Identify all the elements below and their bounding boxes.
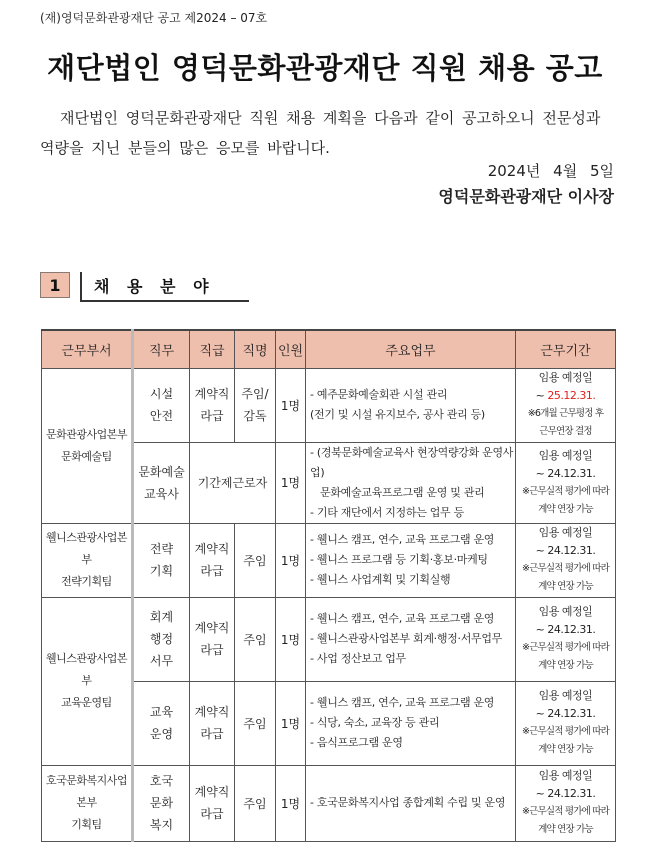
dept-name: 웰니스관광사업본부 [45, 652, 127, 687]
job-line: 시설 [149, 387, 174, 401]
duties-cell [306, 368, 516, 442]
col-header-grade: 직급 [190, 330, 235, 368]
dept-cell [42, 597, 133, 765]
duties-cell [306, 681, 516, 765]
title-cell: 주임 [235, 597, 276, 681]
period-end-date: 25.12.31. [547, 389, 596, 402]
period-cell [516, 765, 616, 841]
grade-line: 계약직 [194, 785, 230, 799]
grade-cell [190, 523, 235, 597]
count-cell: 1명 [276, 681, 306, 765]
team-name: 교육운영팀 [61, 696, 112, 709]
col-header-job: 직무 [133, 330, 190, 368]
grade-title-merged-cell: 기간제근로자 [190, 442, 276, 523]
period-note: 계약 연장 가능 [538, 824, 593, 835]
title-line: 주임/ [241, 387, 269, 401]
period-start: 임용 예정일 [538, 769, 593, 782]
count-cell: 1명 [276, 597, 306, 681]
title-cell: 주임 [235, 765, 276, 841]
grade-line: 라급 [200, 807, 224, 821]
duty-item: (전기 및 시설 유지보수, 공사 관리 등) [310, 408, 485, 421]
grade-cell [190, 681, 235, 765]
grade-cell [190, 597, 235, 681]
col-header-dept: 근무부서 [42, 330, 133, 368]
section-number-box: 1 [40, 272, 70, 298]
period-note: ※근무실적 평가에 따라 [522, 806, 609, 817]
period-tilde: ~ [535, 389, 548, 402]
duty-item: - 웰니스 캠프, 연수, 교육 프로그램 운영 [310, 533, 495, 546]
period-note: 계약 연장 가능 [538, 660, 593, 671]
dept-name: 호국문화복지사업본부 [45, 774, 127, 809]
table-row [42, 765, 616, 841]
title-cell: 주임 [235, 523, 276, 597]
period-start: 임용 예정일 [538, 448, 593, 462]
duty-item: - 웰니스관광사업본부 회계·행정·서무업무 [310, 632, 502, 645]
period-note: 계약 연장 가능 [538, 744, 593, 755]
grade-line: 라급 [200, 409, 224, 423]
announcement-date: 2024년 4월 5일 [487, 162, 614, 180]
announcement-number: (재)영덕문화관광재단 공고 제2024 – 07호 [40, 11, 268, 25]
job-line: 안전 [149, 409, 174, 423]
period-cell [516, 597, 616, 681]
job-line: 문화 [149, 796, 174, 810]
job-cell [133, 523, 190, 597]
page-title: 재단법인 영덕문화관광재단 직원 채용 공고 [47, 51, 603, 85]
job-line: 교육사 [144, 486, 179, 501]
grade-line: 계약직 [194, 705, 230, 719]
dept-name: 웰니스관광사업본부 [45, 531, 127, 566]
period-note: ※6개월 근무평정 후 [527, 408, 604, 419]
job-line: 행정 [149, 632, 174, 646]
period-note: 근무연장 결정 [539, 426, 592, 437]
duty-item: - 웰니스 프로그램 등 기획·홍보·마케팅 [310, 553, 488, 566]
section-title: 채 용 분 야 [94, 277, 215, 296]
period-cell [516, 442, 616, 523]
grade-line: 라급 [200, 643, 224, 657]
period-end: ~ 24.12.31. [535, 466, 596, 480]
period-end: ~ 24.12.31. [535, 623, 596, 636]
job-cell [133, 368, 190, 442]
period-cell [516, 368, 616, 442]
duties-cell [306, 442, 516, 523]
duty-item: - 식당, 숙소, 교육장 등 관리 [310, 716, 440, 729]
period-start: 임용 예정일 [538, 526, 593, 539]
duty-item: - 웰니스 사업계획 및 기획실행 [310, 573, 451, 586]
period-start: 임용 예정일 [538, 371, 593, 384]
job-line: 문화예술 [138, 464, 185, 479]
table-row [42, 597, 616, 681]
dept-cell [42, 523, 133, 597]
duty-item: - 예주문화예술회관 시설 관리 [310, 388, 448, 401]
duties-cell [306, 765, 516, 841]
dept-cell [42, 765, 133, 841]
period-cell [516, 523, 616, 597]
grade-cell [190, 368, 235, 442]
period-cell [516, 681, 616, 765]
period-end [516, 387, 615, 405]
table-row [42, 523, 616, 597]
job-cell [133, 597, 190, 681]
count-cell: 1명 [276, 523, 306, 597]
duty-item: - (경북문화예술교육사 현장역량강화 운영사업) [310, 445, 514, 479]
period-note: ※근무실적 평가에 따라 [522, 563, 609, 574]
grade-line: 계약직 [194, 542, 230, 556]
count-cell: 1명 [276, 442, 306, 523]
title-cell: 주임 [235, 681, 276, 765]
section-heading [40, 272, 249, 298]
period-note: ※근무실적 평가에 따라 [522, 642, 609, 653]
dept-cell [42, 368, 133, 523]
duty-item: - 웰니스 캠프, 연수, 교육 프로그램 운영 [310, 696, 495, 709]
col-header-title: 직명 [235, 330, 276, 368]
signer: 영덕문화관광재단 이사장 [438, 187, 614, 206]
grade-cell [190, 765, 235, 841]
duty-item: - 사업 정산보고 업무 [310, 652, 406, 665]
period-note: 계약 연장 가능 [538, 581, 593, 592]
period-end: ~ 24.12.31. [535, 787, 596, 800]
grade-line: 계약직 [194, 387, 230, 401]
title-cell [235, 368, 276, 442]
team-name: 문화예술팀 [61, 449, 112, 463]
job-cell [133, 681, 190, 765]
grade-line: 계약직 [194, 621, 230, 635]
period-note: ※근무실적 평가에 따라 [522, 485, 609, 497]
recruitment-table [41, 329, 616, 842]
col-header-period: 근무기간 [516, 330, 616, 368]
job-cell [133, 765, 190, 841]
period-start: 임용 예정일 [538, 605, 593, 618]
job-line: 교육 [149, 705, 174, 719]
col-header-duties: 주요업무 [306, 330, 516, 368]
table-row [42, 368, 616, 442]
count-cell: 1명 [276, 368, 306, 442]
duty-item: - 호국문화복지사업 종합계획 수립 및 운영 [310, 796, 506, 809]
period-end: ~ 24.12.31. [535, 544, 596, 557]
job-line: 서무 [149, 654, 174, 668]
grade-line: 라급 [200, 564, 224, 578]
grade-line: 라급 [200, 727, 224, 741]
job-line: 호국 [149, 774, 174, 788]
period-note: ※근무실적 평가에 따라 [522, 726, 609, 737]
duty-item: - 웰니스 캠프, 연수, 교육 프로그램 운영 [310, 612, 495, 625]
job-line: 운영 [149, 727, 174, 741]
job-line: 회계 [149, 610, 174, 624]
job-line: 복지 [149, 818, 174, 832]
duty-item: - 기타 재단에서 지정하는 업무 등 [310, 505, 464, 519]
period-note: 계약 연장 가능 [538, 503, 593, 515]
col-header-count: 인원 [276, 330, 306, 368]
job-line: 기획 [149, 564, 174, 578]
period-end: ~ 24.12.31. [535, 707, 596, 720]
duties-cell [306, 523, 516, 597]
duties-cell [306, 597, 516, 681]
intro-paragraph: 재단법인 영덕문화관광재단 직원 채용 계획을 다음과 같이 공고하오니 전문성과 역량을 지닌 분들의 많은 응모를 바랍니다. [40, 109, 601, 157]
title-line: 감독 [243, 409, 267, 423]
job-line: 전략 [149, 542, 174, 556]
team-name: 기획팀 [71, 818, 102, 831]
dept-name: 문화관광사업본부 [45, 427, 127, 441]
period-start: 임용 예정일 [538, 689, 593, 702]
team-name: 전략기획팀 [61, 575, 112, 588]
count-cell: 1명 [276, 765, 306, 841]
job-cell [133, 442, 190, 523]
duty-item: - 음식프로그램 운영 [310, 736, 403, 749]
section-title-frame [80, 272, 249, 302]
duty-item: 문화예술교육프로그램 운영 및 관리 [320, 485, 485, 499]
table-header-row [42, 330, 616, 368]
